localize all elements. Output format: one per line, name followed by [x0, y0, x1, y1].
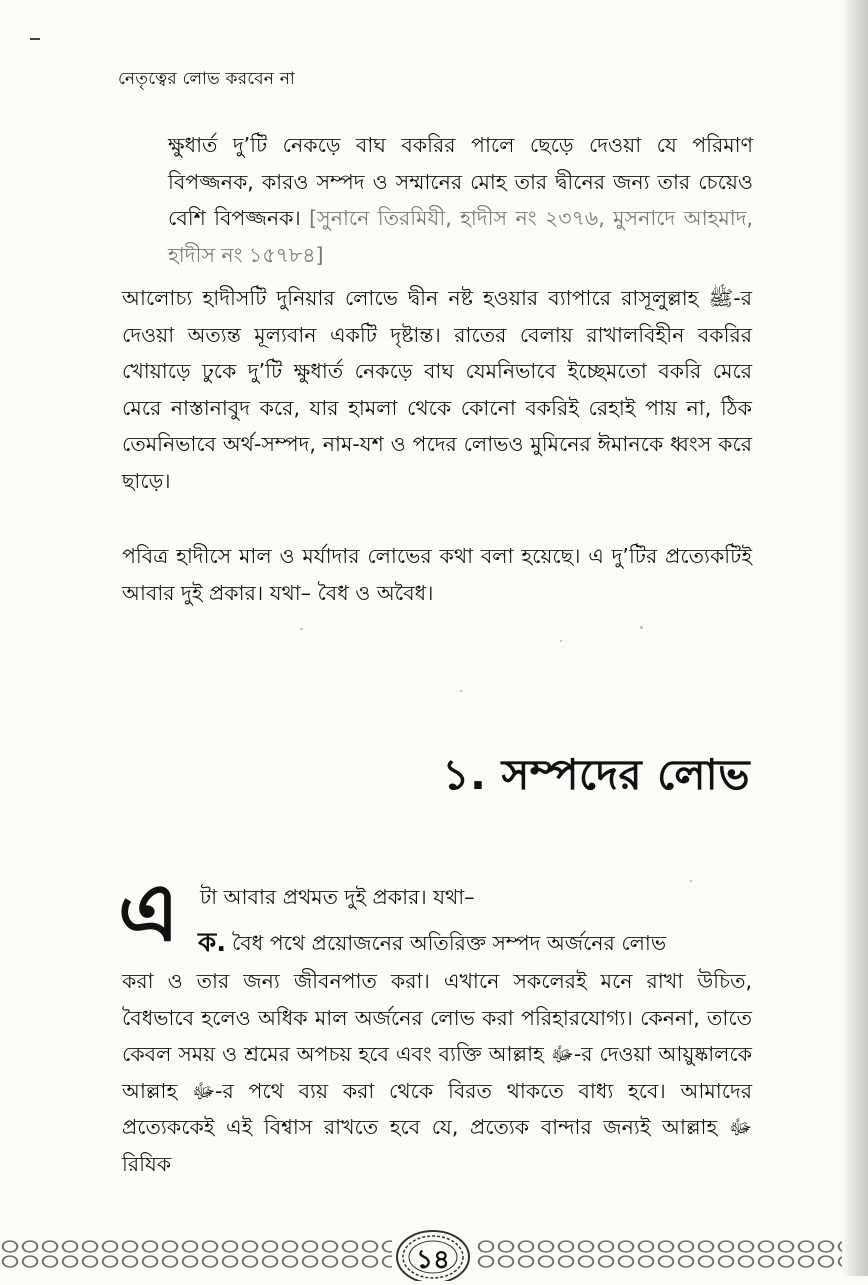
running-head: নেতৃত্বের লোভ করবেন না: [118, 69, 296, 89]
ornament-band-right: [476, 1239, 842, 1269]
page-number-badge: [394, 1225, 472, 1281]
quote-reference: [সুনানে তিরমিযী, হাদীস নং ২৩৭৬, মুসনাদে আহমাদ, হাদীস নং ১৫৭৮৪]: [168, 206, 753, 267]
paper-speck: [560, 640, 562, 642]
footer-ornament: [0, 1225, 842, 1275]
quote-text: ক্ষুধার্ত দু’টি নেকড়ে বাঘ বকরির পালে ছেড়ে দেওয়া যে পরিমাণ বিপজ্জনক, কারও সম্পদ ও সম্মানের মোহ তার দ্বীনের জন্য তার চেয়েও বেশি বিপজ্জনক।: [168, 133, 753, 230]
paper-speck: [640, 626, 643, 629]
item-body: করা ও তার জন্য জীবনপাত করা। এখানে সকলেরই মনে রাখা উচিত, বৈধভাবে হলেও অধিক মাল অর্জনের লোভ করা পরিহারযোগ্য। কেননা, তাতে কেবল সময় ও শ্রমের অপচয় হবে এবং ব্যক্তি আল্লাহ ﷻ-র দেওয়া আয়ুষ্কালকে আল্লাহ ﷻ-র পথে ব্যয় করা থেকে বিরত থাকতে বাধ্য হবে। আমাদের প্রত্যেককেই এই বিশ্বাস রাখতে হবে যে, প্রত্যেক বান্দার জন্যই আল্লাহ ﷻ রিযিক: [122, 969, 752, 1176]
paragraph-1: আলোচ্য হাদীসটি দুনিয়ার লোভে দ্বীন নষ্ট হওয়ার ব্যাপারে রাসূলুল্লাহ ﷺ-র দেওয়া অত্যন্ত মূল্যবান একটি দৃষ্টান্ত। রাতের বেলায় রাখালবিহীন বকরির খোয়াড়ে ঢুকে দু’টি ক্ষুধার্ত নেকড়ে বাঘ যেমনিভাবে ইচ্ছেমতো বকরি মেরে মেরে নাস্তানাবুদ করে, যার হামলা থেকে কোনো বকরিই রেহাই পায় না, ঠিক তেমনিভাবে অর্থ-সম্পদ, নাম-যশ ও পদের লোভও মুমিনের ঈমানকে ধ্বংস করে ছাড়ে।: [122, 286, 752, 493]
item-marker: ক.: [198, 928, 227, 958]
section-heading: ১. সম্পদের লোভ: [442, 750, 750, 799]
paragraph-2: পবিত্র হাদীসে মাল ও মর্যাদার লোভের কথা বলা হয়েছে। এ দু’টির প্রত্যেকটিই আবার দুই প্রকার। যথা– বৈধ ও অবৈধ।: [122, 544, 752, 605]
ornament-band-left: [0, 1239, 392, 1269]
paper-speck: [300, 628, 303, 630]
hadith-quote: [168, 127, 753, 273]
page-mark: [30, 38, 40, 40]
section-intro: টা আবার প্রথমত দুই প্রকার। যথা–: [200, 885, 475, 909]
paper-speck: [460, 690, 462, 692]
drop-cap: এ: [118, 865, 179, 959]
page-edge-shadow: [842, 0, 868, 1276]
item-first-line: বৈধ পথে প্রয়োজনের অতিরিক্ত সম্পদ অর্জনের লোভ: [232, 931, 667, 955]
paper-speck: [690, 880, 692, 882]
page-number: ১৪: [416, 1245, 450, 1275]
